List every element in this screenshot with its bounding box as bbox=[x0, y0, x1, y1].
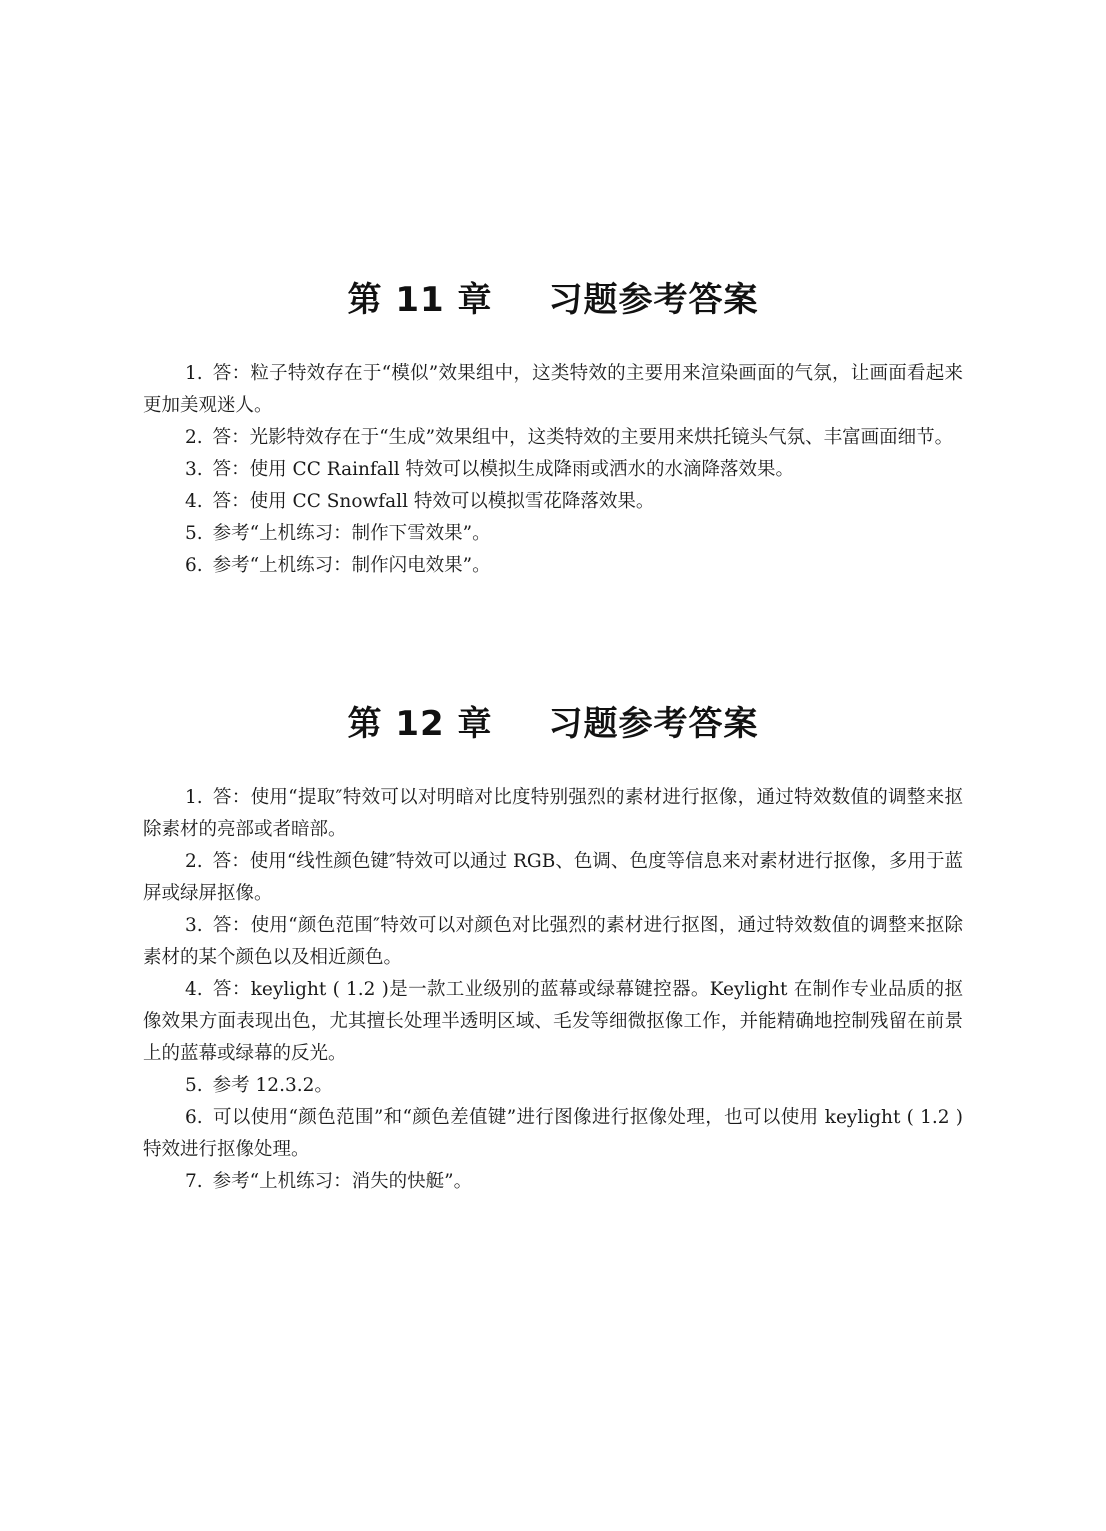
answer-item bbox=[143, 1070, 963, 1102]
answer-item bbox=[143, 518, 963, 550]
answer-text: 答：使用“颜色范围″特效可以对颜色对比强烈的素材进行抠图，通过特效数值的调整来抠除素材的某个颜色以及相近颜色。 bbox=[143, 915, 963, 968]
answer-item bbox=[143, 846, 963, 910]
answer-item bbox=[143, 1102, 963, 1166]
answer-item bbox=[143, 550, 963, 582]
chapter-12-section bbox=[143, 692, 963, 1198]
chapter-heading: 习题参考答案 bbox=[548, 704, 759, 744]
answer-number: 4. bbox=[185, 979, 203, 1000]
answer-item bbox=[143, 782, 963, 846]
answer-text: 答：使用“线性颜色键″特效可以通过 RGB、色调、色度等信息来对素材进行抠像，多用于蓝屏或绿屏抠像。 bbox=[143, 851, 963, 904]
answer-number: 1. bbox=[185, 363, 203, 384]
chapter-title bbox=[143, 268, 963, 332]
answer-item bbox=[143, 422, 963, 454]
answer-item bbox=[143, 1166, 963, 1198]
answer-number: 2. bbox=[185, 851, 203, 872]
answer-number: 5. bbox=[185, 1075, 203, 1096]
answer-text: 参考 12.3.2。 bbox=[212, 1075, 333, 1096]
chapter-11-section bbox=[143, 268, 963, 582]
chapter-title bbox=[143, 692, 963, 756]
answer-number: 1. bbox=[185, 787, 203, 808]
answer-item bbox=[143, 358, 963, 422]
answer-text: 可以使用“颜色范围”和“颜色差值键”进行图像进行抠像处理，也可以使用 keylight ( 1.2 )特效进行抠像处理。 bbox=[143, 1107, 963, 1160]
answer-number: 7. bbox=[185, 1171, 203, 1192]
answer-text: 答：粒子特效存在于“模似”效果组中，这类特效的主要用来渲染画面的气氛，让画面看起来更加美观迷人。 bbox=[143, 363, 963, 416]
chapter-number: 第 11 章 bbox=[347, 280, 493, 320]
chapter-number: 第 12 章 bbox=[347, 704, 493, 744]
answer-text: 答：使用 CC Snowfall 特效可以模拟雪花降落效果。 bbox=[212, 491, 655, 512]
answer-item bbox=[143, 910, 963, 974]
answer-number: 3. bbox=[185, 915, 203, 936]
answer-number: 4. bbox=[185, 491, 203, 512]
answer-number: 3. bbox=[185, 459, 203, 480]
answer-item bbox=[143, 974, 963, 1070]
answer-item bbox=[143, 486, 963, 518]
answer-text: 参考“上机练习：制作下雪效果”。 bbox=[212, 523, 491, 544]
answer-number: 6. bbox=[185, 555, 203, 576]
answer-text: 参考“上机练习：消失的快艇”。 bbox=[212, 1171, 473, 1192]
answer-text: 答：使用“提取″特效可以对明暗对比度特别强烈的素材进行抠像，通过特效数值的调整来抠除素材的亮部或者暗部。 bbox=[143, 787, 963, 840]
answer-text: 答：光影特效存在于“生成”效果组中，这类特效的主要用来烘托镜头气氛、丰富画面细节。 bbox=[212, 427, 954, 448]
chapter-heading: 习题参考答案 bbox=[548, 280, 759, 320]
answer-text: 参考“上机练习：制作闪电效果”。 bbox=[212, 555, 491, 576]
answer-number: 5. bbox=[185, 523, 203, 544]
answer-text: 答：使用 CC Rainfall 特效可以模拟生成降雨或洒水的水滴降落效果。 bbox=[212, 459, 795, 480]
answer-item bbox=[143, 454, 963, 486]
answer-list bbox=[143, 358, 963, 582]
answer-number: 2. bbox=[185, 427, 203, 448]
answer-list bbox=[143, 782, 963, 1198]
answer-text: 答：keylight ( 1.2 )是一款工业级别的蓝幕或绿幕键控器。Keylight 在制作专业品质的抠像效果方面表现出色，尤其擅长处理半透明区域、毛发等细微抠像工作，并能精确地控制残留在前景上的蓝幕或绿幕的反光。 bbox=[143, 979, 963, 1064]
answer-number: 6. bbox=[185, 1107, 203, 1128]
